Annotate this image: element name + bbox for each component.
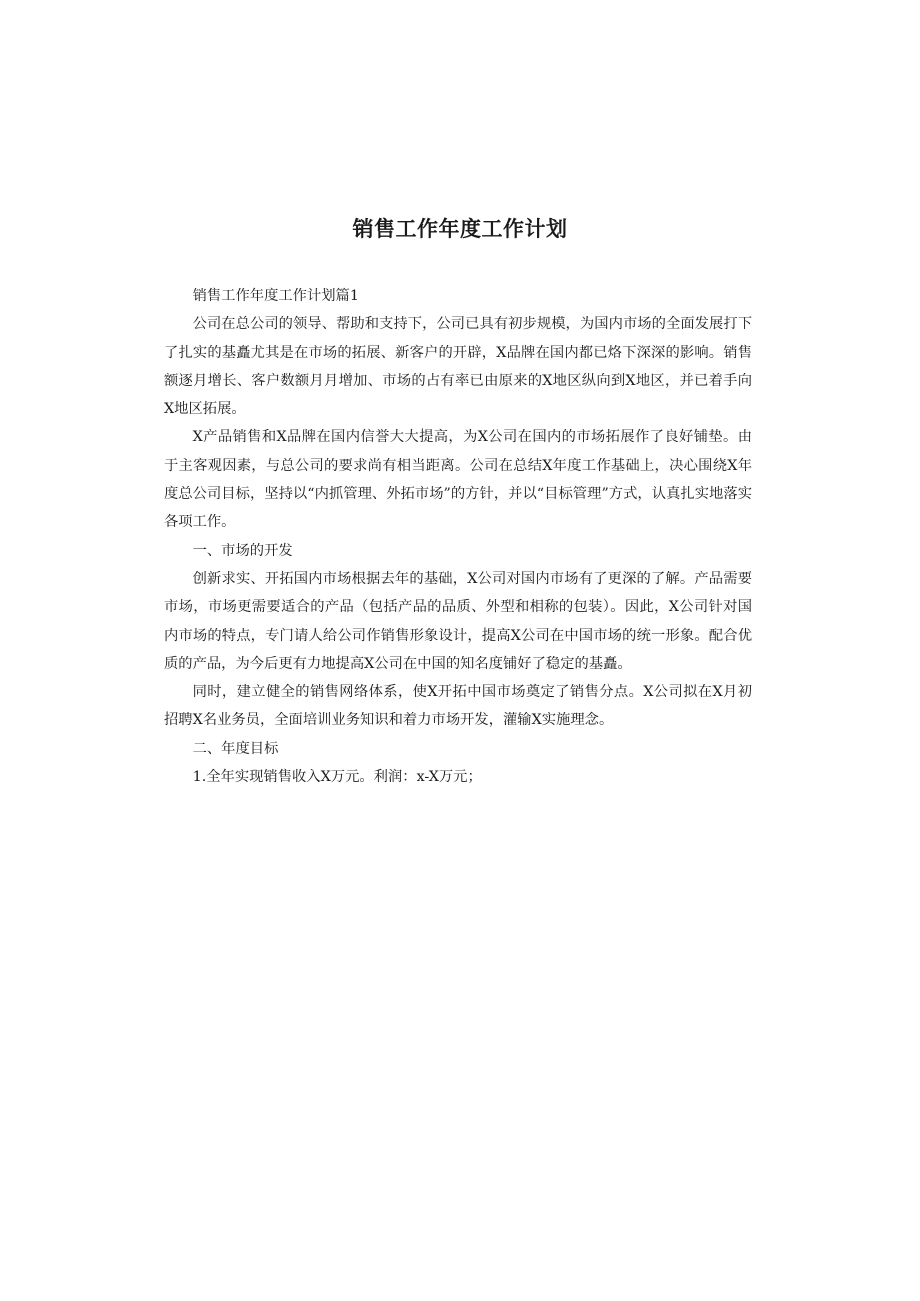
paragraph-market: 创新求实、开拓国内市场根据去年的基础，X公司对国内市场有了更深的了解。产品需要市场，市场更需要适合的产品（包括产品的品质、外型和相称的包装）。因此，X公司针对国内市场的特点，专门请人给公司作销售形象设计，提高X公司在中国市场的统一形象。配合优质的产品，为今后更有力地提高X公司在中国的知名度铺好了稳定的基矗。 xyxy=(164,570,752,672)
paragraph-network: 同时，建立健全的销售网络体系，使X开拓中国市场奠定了销售分点。X公司拟在X月初招聘X名业务员，全面培训业务知识和着力市场开发，灌输X实施理念。 xyxy=(164,684,752,729)
paragraph-brand: X产品销售和X品牌在国内信誉大大提高，为X公司在国内的市场拓展作了良好铺垫。由于主客观因素，与总公司的要求尚有相当距离。公司在总结X年度工作基础上，决心围绕X年度总公司目标，坚持以“内抓管理、外拓市场”的方针，并以“目标管理”方式，认真扎实地落实各项工作。 xyxy=(164,429,752,531)
heading-annual-goals: 二、年度目标 xyxy=(192,740,279,757)
paragraph-intro: 公司在总公司的领导、帮助和支持下，公司已具有初步规模，为国内市场的全面发展打下了扎实的基矗尤其是在市场的拓展、新客户的开辟，X品牌在国内都已烙下深深的影响。销售额逐月增长、客户数额月月增加、市场的占有率已由原来的X地区纵向到X地区，并已着手向X地区拓展。 xyxy=(164,316,752,418)
document-title: 销售工作年度工作计划 xyxy=(352,217,568,241)
document-body xyxy=(164,282,752,791)
section-heading-plan: 销售工作年度工作计划篇1 xyxy=(192,288,359,304)
heading-market-development: 一、市场的开发 xyxy=(192,542,293,559)
list-item-goal-1: 1.全年实现销售收入X万元。利润：x-X万元； xyxy=(192,769,482,786)
